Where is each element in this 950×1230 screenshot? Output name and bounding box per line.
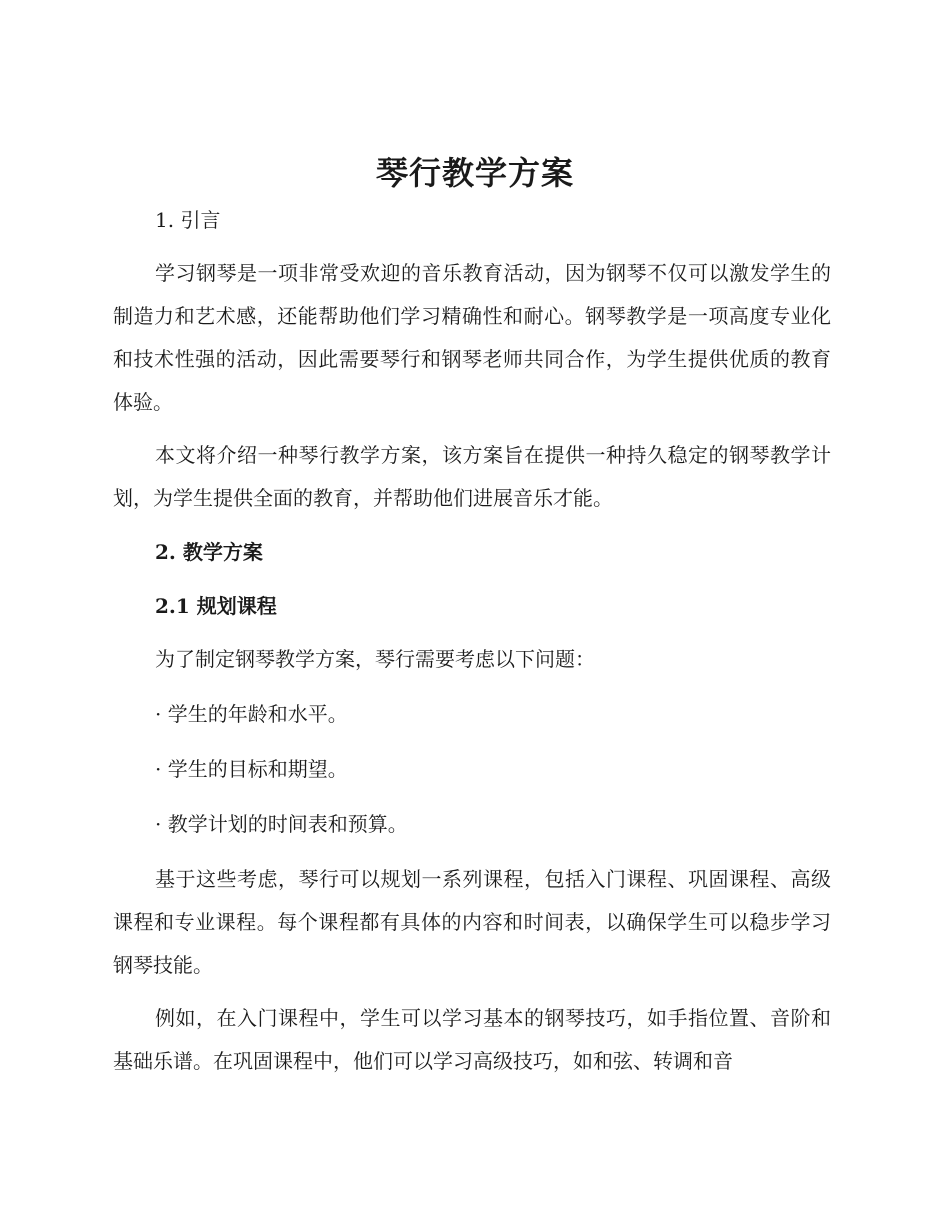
document-title: 琴行教学方案 bbox=[375, 154, 574, 192]
paragraph-course-example: 例如，在入门课程中，学生可以学习基本的钢琴技巧，如手指位置、音阶和基础乐谱。在巩固课程中，他们可以学习高级技巧，如和弦、转调和音 bbox=[113, 1006, 831, 1073]
paragraph-course-plan: 基于这些考虑，琴行可以规划一系列课程，包括入门课程、巩固课程、高级课程和专业课程。每个课程都有具体的内容和时间表，以确保学生可以稳步学习钢琴技能。 bbox=[113, 867, 831, 977]
paragraph-intro-1: 学习钢琴是一项非常受欢迎的音乐教育活动，因为钢琴不仅可以激发学生的制造力和艺术感，还能帮助他们学习精确性和耐心。钢琴教学是一项高度专业化和技术性强的活动，因此需要琴行和钢琴老师共同合作，为学生提供优质的教育体验。 bbox=[113, 261, 831, 414]
paragraph-intro-2: 本文将介绍一种琴行教学方案，该方案旨在提供一种持久稳定的钢琴教学计划，为学生提供全面的教育，并帮助他们进展音乐才能。 bbox=[113, 443, 831, 510]
section-heading-intro: 1. 引言 bbox=[155, 208, 221, 232]
document-body bbox=[113, 198, 831, 1093]
bullet-item: · 学生的年龄和水平。 bbox=[155, 702, 348, 726]
bullet-item: · 学生的目标和期望。 bbox=[155, 757, 348, 781]
section-heading-teaching-plan: 2. 教学方案 bbox=[155, 540, 263, 564]
subsection-heading-course-planning: 2.1 规划课程 bbox=[155, 594, 277, 618]
paragraph-course-intro: 为了制定钢琴教学方案，琴行需要考虑以下问题： bbox=[155, 647, 595, 671]
bullet-item: · 教学计划的时间表和预算。 bbox=[155, 812, 408, 836]
